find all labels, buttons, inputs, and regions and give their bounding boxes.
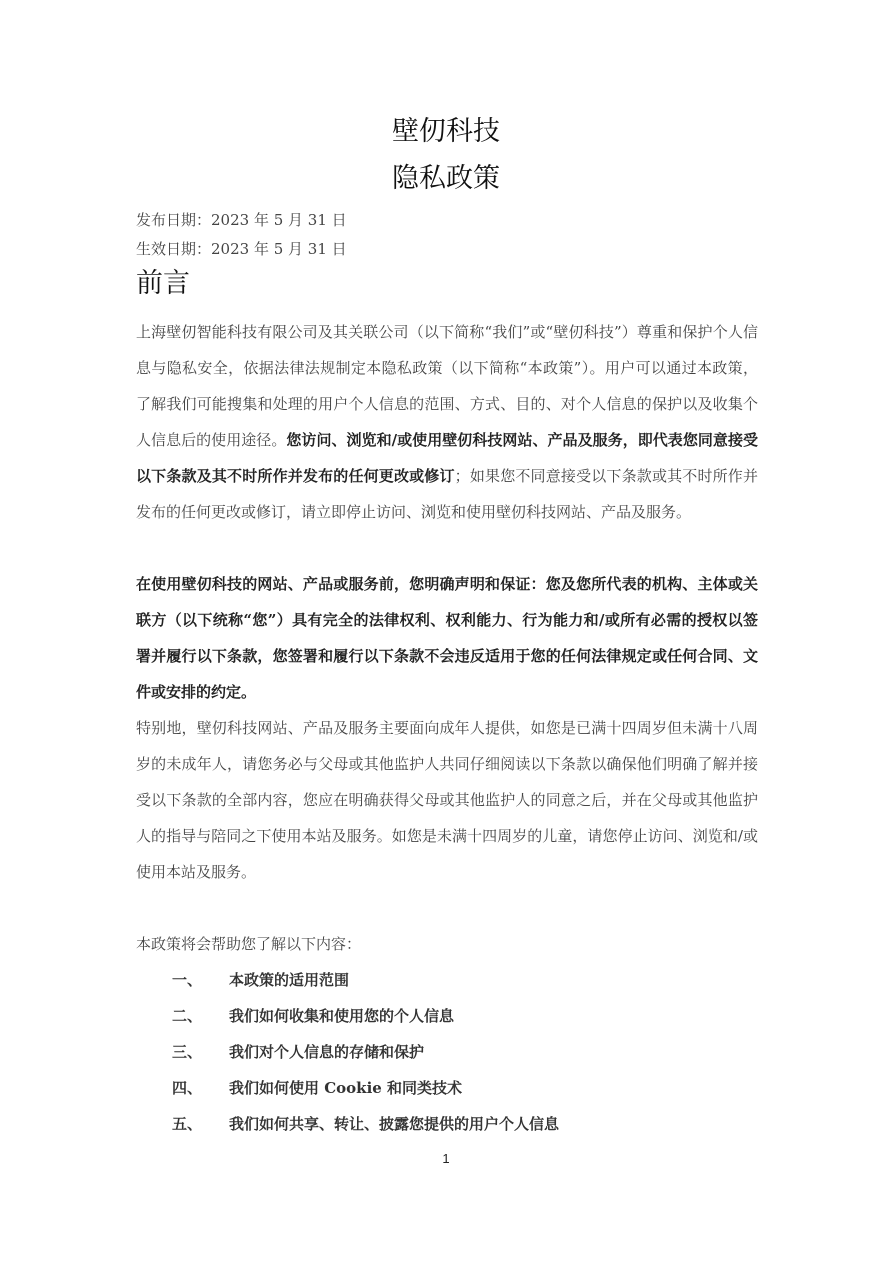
toc-label: 我们如何使用 Cookie 和同类技术: [229, 1079, 463, 1097]
representation-bold: 在使用壁仞科技的网站、产品或服务前，您明确声明和保证：您及您所代表的机构、主体或关联方（以下统称“您”）具有完全的法律权利、权利能力、行为能力和/或所有必需的授权以签署并履行以下条款，您签署和履行以下条款不会违反适用于您的任何法律规定或任何合同、文件或安排的约定。: [136, 575, 758, 701]
toc-number: 一、: [172, 971, 203, 989]
toc-item: [172, 969, 349, 991]
toc-label: 我们如何收集和使用您的个人信息: [229, 1007, 455, 1025]
intro-consent-bold: 您访问、浏览和/或使用壁仞科技网站、产品及服务，即代表您同意接受以下条款及其不时所作并发布的任何更改或修订: [136, 431, 758, 485]
toc-item: [172, 1113, 559, 1135]
toc-intro: 本政策将会帮助您了解以下内容：: [136, 935, 362, 953]
minor-paragraph: 特别地，壁仞科技网站、产品及服务主要面向成年人提供，如您是已满十四周岁但未满十八周岁的未成年人，请您务必与父母或其他监护人共同仔细阅读以下条款以确保他们明确了解并接受以下条款的全部内容，您应在明确获得父母或其他监护人的同意之后，并在父母或其他监护人的指导与陪同之下使用本站及服务。如您是未满十四周岁的儿童，请您停止访问、浏览和/或使用本站及服务。: [136, 719, 758, 881]
toc-number: 三、: [172, 1043, 203, 1061]
toc-item: [172, 1041, 424, 1063]
section-heading-preface: 前言: [136, 268, 190, 299]
document-title: 隐私政策: [392, 163, 500, 194]
toc-number: 四、: [172, 1079, 203, 1097]
effective-date: 生效日期：2023 年 5 月 31 日: [136, 240, 347, 258]
toc-number: 二、: [172, 1007, 203, 1025]
toc-item: [172, 1005, 454, 1027]
toc-label: 我们如何共享、转让、披露您提供的用户个人信息: [229, 1115, 560, 1133]
company-title: 壁仞科技: [392, 116, 500, 147]
toc-label: 我们对个人信息的存储和保护: [229, 1043, 425, 1061]
representation-paragraph: [136, 566, 758, 710]
intro-text-2: ；如果您不同意接受以下条款或其不时所作并发布的任何更改或修订，请立即停止访问、浏览和使用壁仞科技网站、产品及服务。: [136, 467, 758, 521]
publish-date: 发布日期：2023 年 5 月 31 日: [136, 211, 347, 229]
page-number: 1: [442, 1151, 450, 1166]
intro-paragraph: [136, 314, 758, 530]
toc-item: [172, 1077, 462, 1099]
toc-label: 本政策的适用范围: [229, 971, 350, 989]
toc-number: 五、: [172, 1115, 203, 1133]
intro-text-1: 上海壁仞智能科技有限公司及其关联公司（以下简称“我们”或“壁仞科技”）尊重和保护个人信息与隐私安全，依据法律法规制定本隐私政策（以下简称“本政策”）。用户可以通过本政策，了解我们可能搜集和处理的用户个人信息的范围、方式、目的、对个人信息的保护以及收集个人信息后的使用途径。: [136, 323, 758, 449]
